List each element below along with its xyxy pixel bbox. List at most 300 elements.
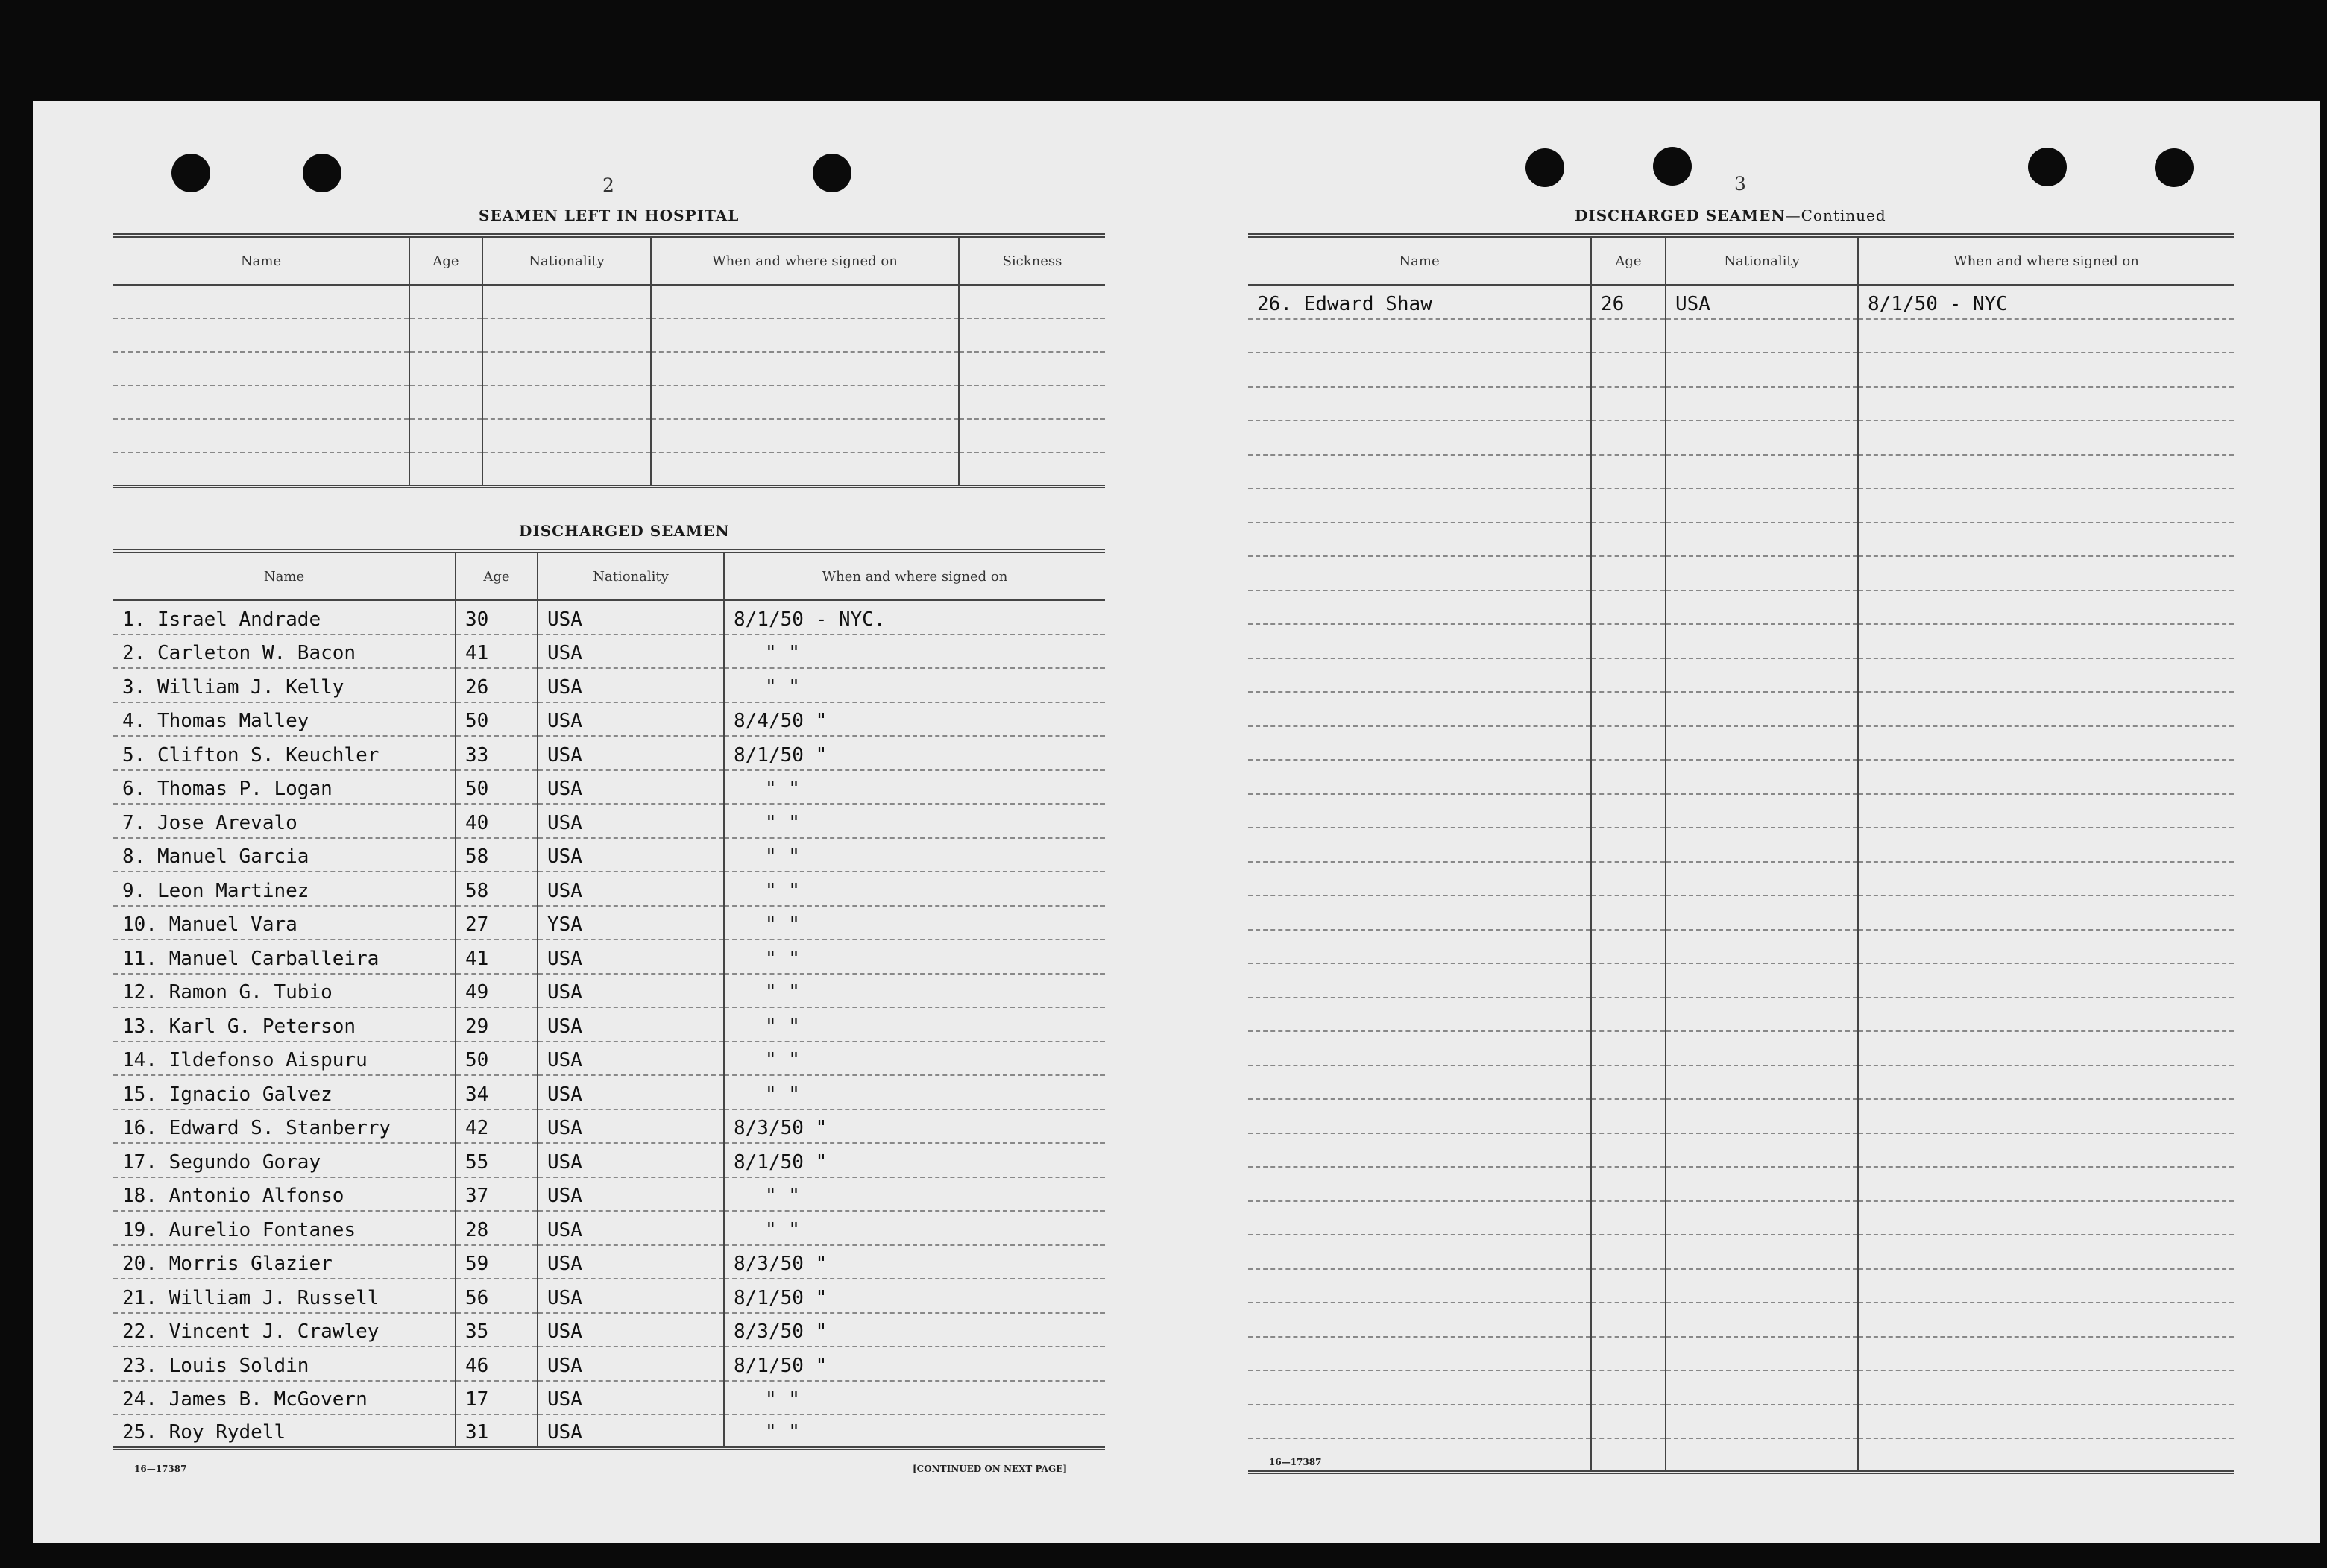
cell-nationality: USA xyxy=(538,1007,724,1042)
blank-cell xyxy=(959,285,1105,318)
punch-hole xyxy=(171,154,210,192)
blank-cell xyxy=(1591,998,1666,1032)
blank-cell xyxy=(1591,1405,1666,1439)
blank-cell xyxy=(1248,726,1591,761)
punch-hole xyxy=(303,154,341,192)
blank-cell xyxy=(1666,455,1858,489)
blank-cell xyxy=(1248,930,1591,964)
cell-signed: 8/3/50 " xyxy=(724,1313,1105,1347)
blank-cell xyxy=(1591,1438,1666,1473)
blank-row xyxy=(1248,1405,2234,1439)
column-header: Age xyxy=(1591,236,1666,285)
cell-signed: " " xyxy=(724,974,1105,1008)
cell-name: 25. Roy Rydell xyxy=(113,1414,456,1449)
cell-age: 50 xyxy=(456,770,538,805)
blank-cell xyxy=(1591,624,1666,658)
blank-row xyxy=(1248,319,2234,353)
blank-cell xyxy=(1591,319,1666,353)
cell-signed: " " xyxy=(724,838,1105,872)
cell-signed: " " xyxy=(724,1075,1105,1109)
cell-age: 31 xyxy=(456,1414,538,1449)
column-header: When and where signed on xyxy=(651,236,959,285)
cell-signed: 8/1/50 " xyxy=(724,1279,1105,1313)
cell-age: 50 xyxy=(456,702,538,737)
cell-signed: " " xyxy=(724,635,1105,669)
blank-cell xyxy=(1666,421,1858,455)
blank-row xyxy=(1248,387,2234,421)
blank-cell xyxy=(1248,1031,1591,1065)
blank-row xyxy=(1248,1303,2234,1337)
table-row xyxy=(113,1381,1105,1415)
cell-age: 41 xyxy=(456,939,538,974)
blank-cell xyxy=(1666,1337,1858,1371)
blank-cell xyxy=(1666,760,1858,794)
blank-row xyxy=(1248,794,2234,828)
blank-cell xyxy=(1248,523,1591,557)
blank-row xyxy=(1248,455,2234,489)
blank-cell xyxy=(1666,828,1858,862)
column-header: Name xyxy=(113,236,409,285)
page-number-left: 2 xyxy=(602,174,614,196)
blank-cell xyxy=(482,385,651,419)
column-header: Nationality xyxy=(1666,236,1858,285)
blank-cell xyxy=(1591,1201,1666,1235)
cell-nationality: USA xyxy=(538,804,724,838)
blank-cell xyxy=(1591,692,1666,726)
form-number-right: 16—17387 xyxy=(1269,1457,1322,1467)
punch-hole xyxy=(813,154,851,192)
table-row xyxy=(113,736,1105,770)
blank-cell xyxy=(1858,1201,2234,1235)
cell-nationality: USA xyxy=(538,736,724,770)
blank-cell xyxy=(651,318,959,352)
blank-cell xyxy=(1248,353,1591,387)
blank-cell xyxy=(1248,692,1591,726)
blank-cell xyxy=(959,352,1105,385)
blank-cell xyxy=(1858,455,2234,489)
cell-nationality: USA xyxy=(1666,285,1858,319)
blank-row xyxy=(113,285,1105,318)
cell-signed: " " xyxy=(724,804,1105,838)
continued-section-title xyxy=(1575,207,1886,224)
blank-cell xyxy=(1666,930,1858,964)
blank-cell xyxy=(1591,760,1666,794)
blank-row xyxy=(1248,1201,2234,1235)
blank-row xyxy=(113,419,1105,453)
blank-cell xyxy=(1591,1370,1666,1405)
blank-row xyxy=(1248,1031,2234,1065)
blank-cell xyxy=(1666,692,1858,726)
cell-name: 13. Karl G. Peterson xyxy=(113,1007,456,1042)
cell-signed: 8/3/50 " xyxy=(724,1109,1105,1144)
blank-cell xyxy=(1858,692,2234,726)
blank-cell xyxy=(1666,488,1858,523)
blank-cell xyxy=(1248,963,1591,998)
blank-cell xyxy=(1248,658,1591,693)
blank-cell xyxy=(1248,1235,1591,1269)
blank-cell xyxy=(1858,963,2234,998)
blank-cell xyxy=(1666,1065,1858,1100)
blank-cell xyxy=(1666,353,1858,387)
cell-age: 58 xyxy=(456,872,538,906)
blank-cell xyxy=(651,352,959,385)
blank-row xyxy=(1248,1370,2234,1405)
blank-cell xyxy=(651,285,959,318)
table-row xyxy=(113,906,1105,940)
blank-cell xyxy=(1591,963,1666,998)
punch-hole xyxy=(1653,147,1692,186)
blank-cell xyxy=(1591,1031,1666,1065)
blank-cell xyxy=(1666,862,1858,896)
column-header: Name xyxy=(1248,236,1591,285)
cell-name: 23. Louis Soldin xyxy=(113,1347,456,1381)
cell-nationality: USA xyxy=(538,939,724,974)
blank-cell xyxy=(482,318,651,352)
blank-cell xyxy=(1591,1065,1666,1100)
cell-nationality: USA xyxy=(538,1313,724,1347)
blank-cell xyxy=(1858,998,2234,1032)
blank-cell xyxy=(1858,523,2234,557)
cell-age: 35 xyxy=(456,1313,538,1347)
blank-row xyxy=(113,453,1105,486)
blank-cell xyxy=(1591,1167,1666,1201)
cell-name: 19. Aurelio Fontanes xyxy=(113,1211,456,1245)
blank-row xyxy=(1248,1269,2234,1303)
blank-cell xyxy=(1858,556,2234,591)
blank-cell xyxy=(1666,1405,1858,1439)
blank-row xyxy=(113,385,1105,419)
blank-row xyxy=(1248,523,2234,557)
blank-row xyxy=(1248,828,2234,862)
blank-row xyxy=(1248,726,2234,761)
table-row xyxy=(113,1177,1105,1212)
blank-row xyxy=(1248,963,2234,998)
blank-cell xyxy=(959,318,1105,352)
table-row xyxy=(113,1143,1105,1177)
blank-cell xyxy=(1666,1370,1858,1405)
cell-nationality: YSA xyxy=(538,906,724,940)
blank-row xyxy=(1248,353,2234,387)
column-header: Nationality xyxy=(482,236,651,285)
blank-cell xyxy=(1248,862,1591,896)
blank-cell xyxy=(409,385,482,419)
blank-cell xyxy=(1248,1133,1591,1168)
cell-age: 26 xyxy=(456,668,538,702)
blank-cell xyxy=(1248,998,1591,1032)
cell-signed: " " xyxy=(724,1177,1105,1212)
blank-cell xyxy=(1591,591,1666,625)
blank-cell xyxy=(651,419,959,453)
table-row xyxy=(113,1211,1105,1245)
blank-cell xyxy=(1858,1303,2234,1337)
blank-cell xyxy=(1591,828,1666,862)
blank-cell xyxy=(482,419,651,453)
cell-age: 41 xyxy=(456,635,538,669)
blank-cell xyxy=(1591,895,1666,930)
blank-cell xyxy=(1858,1235,2234,1269)
hospital-section-title: SEAMEN LEFT IN HOSPITAL xyxy=(479,207,740,224)
blank-cell xyxy=(1248,624,1591,658)
blank-cell xyxy=(1666,963,1858,998)
blank-cell xyxy=(1591,1269,1666,1303)
blank-cell xyxy=(1248,387,1591,421)
blank-row xyxy=(1248,1065,2234,1100)
table-row xyxy=(113,1042,1105,1076)
blank-cell xyxy=(1858,658,2234,693)
blank-cell xyxy=(1666,1099,1858,1133)
cell-signed: " " xyxy=(724,1414,1105,1449)
cell-nationality: USA xyxy=(538,770,724,805)
table-row xyxy=(113,1245,1105,1279)
cell-signed: " " xyxy=(724,906,1105,940)
cell-signed: 8/1/50 " xyxy=(724,1347,1105,1381)
blank-cell xyxy=(1248,556,1591,591)
cell-signed: " " xyxy=(724,668,1105,702)
blank-cell xyxy=(409,285,482,318)
blank-cell xyxy=(1666,387,1858,421)
table-row xyxy=(113,1109,1105,1144)
discharged-continued-table xyxy=(1248,233,2234,1474)
table-row xyxy=(113,668,1105,702)
blank-cell xyxy=(1858,1133,2234,1168)
cell-name: 6. Thomas P. Logan xyxy=(113,770,456,805)
blank-cell xyxy=(959,385,1105,419)
cell-signed: 8/1/50 " xyxy=(724,736,1105,770)
blank-cell xyxy=(1858,828,2234,862)
document-sheet xyxy=(33,101,2320,1543)
blank-row xyxy=(1248,1438,2234,1473)
blank-cell xyxy=(1248,794,1591,828)
continued-title-main: DISCHARGED SEAMEN xyxy=(1575,207,1786,224)
blank-row xyxy=(1248,895,2234,930)
blank-cell xyxy=(409,318,482,352)
cell-name: 17. Segundo Goray xyxy=(113,1143,456,1177)
table-row xyxy=(113,872,1105,906)
table-row xyxy=(113,702,1105,737)
blank-cell xyxy=(1858,1099,2234,1133)
blank-cell xyxy=(1858,624,2234,658)
table-row xyxy=(113,939,1105,974)
blank-cell xyxy=(113,318,409,352)
blank-cell xyxy=(1248,1269,1591,1303)
blank-cell xyxy=(1666,1167,1858,1201)
blank-cell xyxy=(1666,591,1858,625)
table-row xyxy=(113,1075,1105,1109)
table-row xyxy=(113,1313,1105,1347)
cell-name: 15. Ignacio Galvez xyxy=(113,1075,456,1109)
cell-name: 3. William J. Kelly xyxy=(113,668,456,702)
cell-name: 14. Ildefonso Aispuru xyxy=(113,1042,456,1076)
blank-cell xyxy=(1591,421,1666,455)
discharged-section-title: DISCHARGED SEAMEN xyxy=(519,522,730,540)
cell-nationality: USA xyxy=(538,1177,724,1212)
blank-cell xyxy=(1248,1201,1591,1235)
cell-age: 30 xyxy=(456,600,538,635)
blank-cell xyxy=(409,419,482,453)
table-row xyxy=(113,1347,1105,1381)
page-number-right: 3 xyxy=(1734,173,1746,195)
blank-cell xyxy=(1591,862,1666,896)
blank-row xyxy=(1248,1337,2234,1371)
cell-name: 1. Israel Andrade xyxy=(113,600,456,635)
cell-nationality: USA xyxy=(538,702,724,737)
blank-cell xyxy=(1248,1167,1591,1201)
cell-age: 33 xyxy=(456,736,538,770)
blank-row xyxy=(1248,421,2234,455)
cell-nationality: USA xyxy=(538,1381,724,1415)
cell-age: 34 xyxy=(456,1075,538,1109)
cell-age: 26 xyxy=(1591,285,1666,319)
blank-cell xyxy=(1858,1438,2234,1473)
cell-signed: " " xyxy=(724,1042,1105,1076)
blank-row xyxy=(1248,1167,2234,1201)
blank-cell xyxy=(1248,455,1591,489)
cell-nationality: USA xyxy=(538,1279,724,1313)
blank-row xyxy=(1248,624,2234,658)
blank-cell xyxy=(1591,726,1666,761)
blank-cell xyxy=(1248,828,1591,862)
blank-cell xyxy=(113,285,409,318)
blank-cell xyxy=(1666,523,1858,557)
cell-nationality: USA xyxy=(538,635,724,669)
blank-cell xyxy=(1591,1337,1666,1371)
blank-cell xyxy=(1591,523,1666,557)
blank-cell xyxy=(651,385,959,419)
blank-cell xyxy=(1591,556,1666,591)
blank-cell xyxy=(482,453,651,486)
cell-name: 10. Manuel Vara xyxy=(113,906,456,940)
blank-cell xyxy=(1248,1370,1591,1405)
cell-nationality: USA xyxy=(538,1075,724,1109)
blank-cell xyxy=(482,352,651,385)
cell-age: 55 xyxy=(456,1143,538,1177)
blank-row xyxy=(1248,930,2234,964)
blank-cell xyxy=(482,285,651,318)
cell-signed: " " xyxy=(724,770,1105,805)
cell-nationality: USA xyxy=(538,600,724,635)
blank-cell xyxy=(113,352,409,385)
column-header: Age xyxy=(456,551,538,600)
blank-cell xyxy=(1666,1269,1858,1303)
table-row xyxy=(113,600,1105,635)
cell-name: 9. Leon Martinez xyxy=(113,872,456,906)
blank-cell xyxy=(113,385,409,419)
cell-name: 2. Carleton W. Bacon xyxy=(113,635,456,669)
blank-cell xyxy=(1591,455,1666,489)
blank-row xyxy=(1248,760,2234,794)
punch-hole xyxy=(1525,148,1564,187)
blank-cell xyxy=(651,453,959,486)
blank-cell xyxy=(1666,1438,1858,1473)
blank-cell xyxy=(1666,895,1858,930)
cell-signed: " " xyxy=(724,939,1105,974)
blank-cell xyxy=(959,453,1105,486)
blank-row xyxy=(1248,1133,2234,1168)
continued-title-suffix: —Continued xyxy=(1785,207,1886,224)
blank-cell xyxy=(1666,1133,1858,1168)
cell-name: 11. Manuel Carballeira xyxy=(113,939,456,974)
blank-cell xyxy=(1591,387,1666,421)
blank-cell xyxy=(1858,895,2234,930)
cell-nationality: USA xyxy=(538,838,724,872)
blank-cell xyxy=(1858,794,2234,828)
blank-cell xyxy=(1858,1269,2234,1303)
blank-cell xyxy=(1666,1303,1858,1337)
blank-row xyxy=(1248,658,2234,693)
blank-row xyxy=(1248,692,2234,726)
blank-cell xyxy=(1591,1303,1666,1337)
cell-nationality: USA xyxy=(538,1109,724,1144)
blank-row xyxy=(1248,488,2234,523)
blank-row xyxy=(1248,591,2234,625)
cell-name: 7. Jose Arevalo xyxy=(113,804,456,838)
blank-row xyxy=(113,352,1105,385)
cell-age: 37 xyxy=(456,1177,538,1212)
blank-cell xyxy=(1591,353,1666,387)
blank-cell xyxy=(1858,591,2234,625)
table-row xyxy=(113,1279,1105,1313)
cell-name: 21. William J. Russell xyxy=(113,1279,456,1313)
blank-cell xyxy=(113,419,409,453)
blank-cell xyxy=(1591,658,1666,693)
cell-age: 58 xyxy=(456,838,538,872)
cell-name: 16. Edward S. Stanberry xyxy=(113,1109,456,1144)
blank-cell xyxy=(1858,353,2234,387)
cell-nationality: USA xyxy=(538,1211,724,1245)
blank-cell xyxy=(409,352,482,385)
blank-cell xyxy=(1858,930,2234,964)
table-row xyxy=(113,1414,1105,1449)
blank-row xyxy=(1248,1099,2234,1133)
blank-cell xyxy=(1248,760,1591,794)
cell-nationality: USA xyxy=(538,1042,724,1076)
cell-name: 24. James B. McGovern xyxy=(113,1381,456,1415)
cell-age: 27 xyxy=(456,906,538,940)
blank-cell xyxy=(1858,488,2234,523)
blank-cell xyxy=(1248,1099,1591,1133)
cell-name: 20. Morris Glazier xyxy=(113,1245,456,1279)
cell-name: 18. Antonio Alfonso xyxy=(113,1177,456,1212)
blank-cell xyxy=(113,453,409,486)
table-row xyxy=(113,770,1105,805)
blank-cell xyxy=(1591,1133,1666,1168)
cell-signed: 8/4/50 " xyxy=(724,702,1105,737)
cell-signed: 8/1/50 " xyxy=(724,1143,1105,1177)
cell-signed: 8/3/50 " xyxy=(724,1245,1105,1279)
blank-cell xyxy=(1248,488,1591,523)
column-header: When and where signed on xyxy=(724,551,1105,600)
cell-age: 59 xyxy=(456,1245,538,1279)
blank-cell xyxy=(1858,387,2234,421)
hospital-table xyxy=(113,233,1105,488)
cell-age: 56 xyxy=(456,1279,538,1313)
blank-cell xyxy=(1591,930,1666,964)
continued-note: [CONTINUED ON NEXT PAGE] xyxy=(913,1464,1068,1474)
cell-name: 12. Ramon G. Tubio xyxy=(113,974,456,1008)
blank-cell xyxy=(1666,794,1858,828)
cell-age: 40 xyxy=(456,804,538,838)
blank-cell xyxy=(1248,1303,1591,1337)
table-row xyxy=(113,974,1105,1008)
cell-name: 22. Vincent J. Crawley xyxy=(113,1313,456,1347)
cell-nationality: USA xyxy=(538,668,724,702)
blank-cell xyxy=(1858,1337,2234,1371)
cell-name: 8. Manuel Garcia xyxy=(113,838,456,872)
blank-cell xyxy=(1591,794,1666,828)
cell-name: 5. Clifton S. Keuchler xyxy=(113,736,456,770)
blank-cell xyxy=(1248,319,1591,353)
table-row xyxy=(1248,285,2234,319)
